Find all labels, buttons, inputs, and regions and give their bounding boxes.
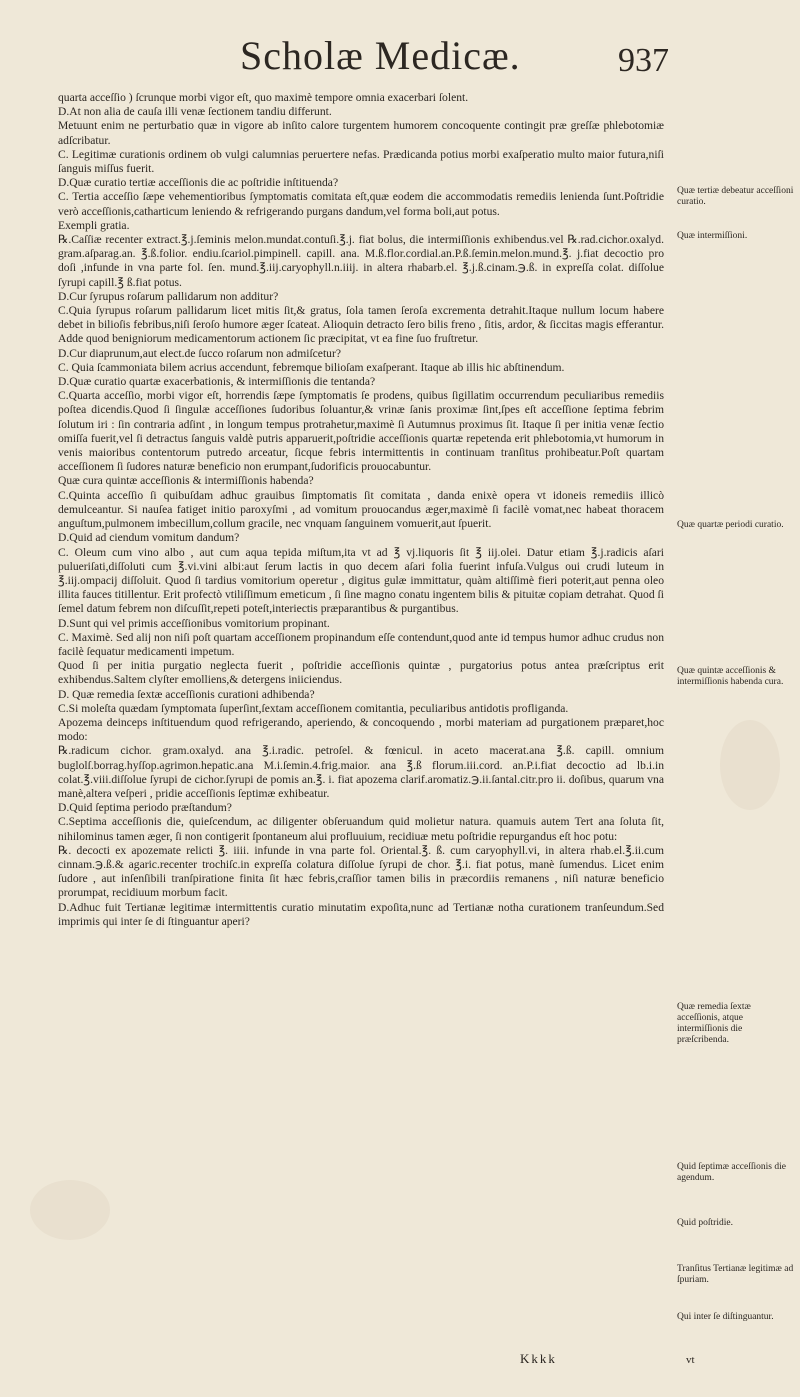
paragraph: Apozema deinceps inſtituendum quod refrigerando, aperiendo, & concoquendo , morbi materiam ad purgationem præparet,hoc modo:: [58, 715, 664, 744]
running-title: Scholæ Medicæ.: [240, 33, 521, 78]
paragraph: ℞.radicum cichor. gram.oxalyd. ana ℥.i.radic. petroſel. & fœnicul. in aceto macerat.ana ℥.ß. capill. omnium buglolſ.borrag.hyſſop.agrimon.hepatic.ana M.i.ſemin.4.frig.maior. ana ℥.ß florum.iii.cord. an.P.i.fiat decoctio ad lb.i.in colat.℥.viii.diſſolue ſyrupi de cichor.ſyrupi de pomis an.℥. i. fiat apozema clarif.aromatiz.℈.ii.ſantal.citr.pro ii. doſibus, quarum vna manè,altera veſperi , pridie acceſſionis ſeptimæ exhibeatur.: [58, 744, 664, 800]
paragraph: C. Legitimæ curationis ordinem ob vulgi calumnias peruertere nefas. Prædicanda potius morbi exaſperatio multo maior futura,niſi ſanguis miſſus fuerit.: [58, 147, 664, 176]
paragraph: Quæ cura quintæ acceſſionis & intermiſſionis habenda?: [58, 474, 314, 488]
paragraph: C.Quinta acceſſio ſi quibuſdam adhuc grauibus ſimptomatis ſit comitata , danda enixè opera vt idoneis remediis illicò demulceantur. Si nauſea fatiget initio paroxyſmi , ad vomitum prouocandus æger,maximè ſi facilè vomat,nec habeat thoracem anguſtum,pulmonem imbecillum,collum gracile, nec vnquam ſanguinem vomuerit,aut ſpuerit.: [58, 488, 664, 531]
paragraph: D.At non alia de cauſa illi venæ ſectionem tandiu differunt.: [58, 105, 332, 119]
main-text-column: [58, 91, 664, 929]
paragraph: C.Septima acceſſionis die, quieſcendum, ac diligenter obſeruandum quid molietur natura. quamuis autem Tert ana ſoluta ſit, nihilominus tamen æger, ſi non contigerit ſpontaneum alui profluuium, recidiuæ metu poſtridie repurgandus eſt hoc potu:: [58, 815, 664, 843]
paragraph: Quod ſi per initia purgatio neglecta fuerit , poſtridie acceſſionis quintæ , purgatorius potus antea præſcriptus erit exhibendus.Saltem clyſter emolliens,& detergens iniiciendus.: [58, 659, 664, 687]
paragraph: D.Quid ad ciendum vomitum dandum?: [58, 531, 240, 545]
paragraph: D.Adhuc fuit Tertianæ legitimæ intermittentis curatio minutatim expoſita,nunc ad Tertianæ notha curationem tranſeundum.Sed imprimis qui inter ſe di ſtinguantur aperi?: [58, 900, 664, 928]
paragraph: D.Quæ curatio tertiæ acceſſionis die ac poſtridie inſtituenda?: [58, 176, 339, 190]
paragraph: C. Quia ſcammoniata bilem acrius accendunt, febremque bilioſam exaſperant. Itaque ab illis hic abſtinendum.: [58, 360, 565, 374]
page-number: 937: [618, 42, 669, 79]
margin-note: Quæ quartæ periodi curatio.: [677, 520, 784, 530]
signature-mark: Kkkk: [520, 1351, 557, 1366]
paragraph: D. Quæ remedia ſextæ acceſſionis curationi adhibenda?: [58, 687, 315, 701]
paragraph: Exempli gratia.: [58, 218, 130, 232]
margin-note: Quid poſtridie.: [677, 1218, 733, 1228]
paper-stain: [720, 720, 780, 810]
paragraph: C.Quarta acceſſio, morbi vigor eſt, horrendis ſæpe ſymptomatis ſe prodens, quibus ſigillatim occurrendum peculiaribus remediis poſtea dicendis.Quod ſi ſingulæ acceſſiones ſudoribus ſoluantur,& vrinæ ſanis proximæ ſint,ſpes eſt acceſſione ſeptima febrim ſolutum iri : ſin contraria adſint , in longum tempus protrahetur,maximè ſi Autumnus proximus ſit. Itaque ſi per initia venæ ſectio omiſſa fuerit,vel ſi detractus ſanguis valdè putris apparuerit,poſtridie acceſſionis quartæ repetenda erit phlebotomia,vt humorum in venis maioribus contentorum putredo arceatur, ſicque febris intermittentis in continuam tranſitus prohibeatur.Poſt quartam acceſſionem ſi ſudores naturæ beneficio non erumpant,ſudorificis prouocabuntur.: [58, 389, 664, 474]
paragraph: C.Si moleſta quædam ſymptomata ſuperſint,ſextam acceſſionem comitantia, peculiaribus antidotis profliganda.: [58, 701, 569, 715]
paragraph: D.Quæ curatio quartæ exacerbationis, & intermiſſionis die tentanda?: [58, 375, 376, 389]
margin-note: Qui inter ſe diſtinguantur.: [677, 1312, 774, 1322]
margin-note: Quæ quintæ acceſſionis & intermiſſionis habenda cura.: [677, 666, 784, 687]
paragraph: C. Tertia acceſſio ſæpe vehementioribus ſymptomatis comitata eſt,quæ eodem die accommodatis remediis lenienda ſunt.Poſtridie verò acceſſionis,catharticum leniendo & refrigerando purgans dandum,vel forma boli,aut potus.: [58, 190, 664, 218]
paragraph: ℞.Caſſiæ recenter extract.℥.j.ſeminis melon.mundat.contuſi.℥.j. fiat bolus, die intermiſſionis exhibendus.vel ℞.rad.cichor.oxalyd. gram.aſparag.an. ℥.ß.folior. endiu.ſcariol.pimpinell. capill. ana. M.ß.flor.cordial.an.P.ß.ſemin.melon.mund.℥. j.fiat decoctio pro doſi ,infunde in vna parte fol. ſen. mund.℥.iij.caryophyll.n.iiij. in altera rhabarb.el. ℥.j.ß.cinam.℈.ß. in expreſſa colat. diſſolue ſyrupi capill.℥ ß.fiat potus.: [58, 233, 664, 289]
margin-note: Quæ tertiæ debeatur acceſſioni curatio.: [677, 186, 794, 207]
page-header: [0, 26, 800, 86]
catchword: vt: [686, 1354, 695, 1366]
margin-note: Quæ remedia ſextæ acceſſionis, atque intermiſſionis die præſcribenda.: [677, 1002, 751, 1045]
margin-note: Tranſitus Tertianæ legitimæ ad ſpuriam.: [677, 1264, 794, 1285]
paragraph: D.Cur ſyrupus roſarum pallidarum non additur?: [58, 289, 279, 303]
margin-note: Quæ intermiſſioni.: [677, 231, 748, 241]
paragraph: C. Maximè. Sed alij non niſi poſt quartam acceſſionem propinandum eſſe contendunt,quod ante id tempus humor adhuc crudus non facilè ſequatur medicamenti impetum.: [58, 630, 664, 658]
paper-stain: [30, 1180, 110, 1240]
paragraph: ℞. decocti ex apozemate relicti ℥. iiii. infunde in vna parte fol. Oriental.℥. ß. cum caryophyll.vi, in altera rhab.el.℥.ii.cum cinnam.℈.ß.& agaric.recenter trochiſc.in expreſſa colatura diſſolue ſyrupi de chor. ℥.i. fiat potus, manè ſumendus. Licet enim ſudore , aut inſenſibili tranſpiratione finita ſit hæc febris,craſſior tamen bilis in præcordiis remanens , niſi naturæ beneficio prorumpat, recidiuum morbum facit.: [58, 843, 664, 900]
paragraph: quarta acceſſio ) ſcrunque morbi vigor eſt, quo maximè tempore omnia exacerbari ſolent.: [58, 91, 469, 104]
paragraph: D.Cur diaprunum,aut elect.de ſucco roſarum non admiſcetur?: [58, 346, 341, 360]
paragraph: D.Quid ſeptima periodo præſtandum?: [58, 801, 232, 815]
paragraph: Metuunt enim ne perturbatio quæ in vigore ab inſito calore turgentem humorem concoquente contingit præ greſſæ phlebotomiæ adſcribatur.: [58, 119, 664, 147]
paragraph: D.Sunt qui vel primis acceſſionibus vomitorium propinant.: [58, 616, 330, 630]
paragraph: C. Oleum cum vino albo , aut cum aqua tepida miſtum,ita vt ad ℥ vj.liquoris ſit ℥ iij.olei. Datur etiam ℥.j.radicis aſari pulueriſati,diſſoluti cum ℥.vi.vini albi:aut ſerum lactis in quo decem aſari folia fuerint infuſa.Vulgus oui crudi luteum in ℥.iij.ompacij diſſoluit. Quod ſi tardius vomitorium operetur , digitus gulæ immittatur, quàm altiſſimè fieri poterit,aut penna oleo illita fauces titillentur. Erit profectò vtiliſſimum emeticum , ſi ſine magno conatu ingentem bilis & pituitæ copiam detrahat. Quod ſi ſemel datum febrem non diſcuſſit,repeti poteſt,interiectis præparantibus & purgantibus.: [58, 545, 664, 616]
margin-note: Quid ſeptimæ acceſſionis die agendum.: [677, 1162, 786, 1183]
paragraph: C.Quia ſyrupus roſarum pallidarum licet mitis ſit,& gratus, ſola tamen ſeroſa excrementa detrahit.Itaque nullum locum habere debet in bilioſis febribus,niſi ſeroſo humore æger ſcateat. Alioquin detracto ſero bilis freno , ſitis, ardor, & ſiccitas magis efferantur. Adde quod benigniorum medicamentorum actionem ſic præcipitat, vt ea fine ſuo fruſtretur.: [58, 304, 664, 346]
